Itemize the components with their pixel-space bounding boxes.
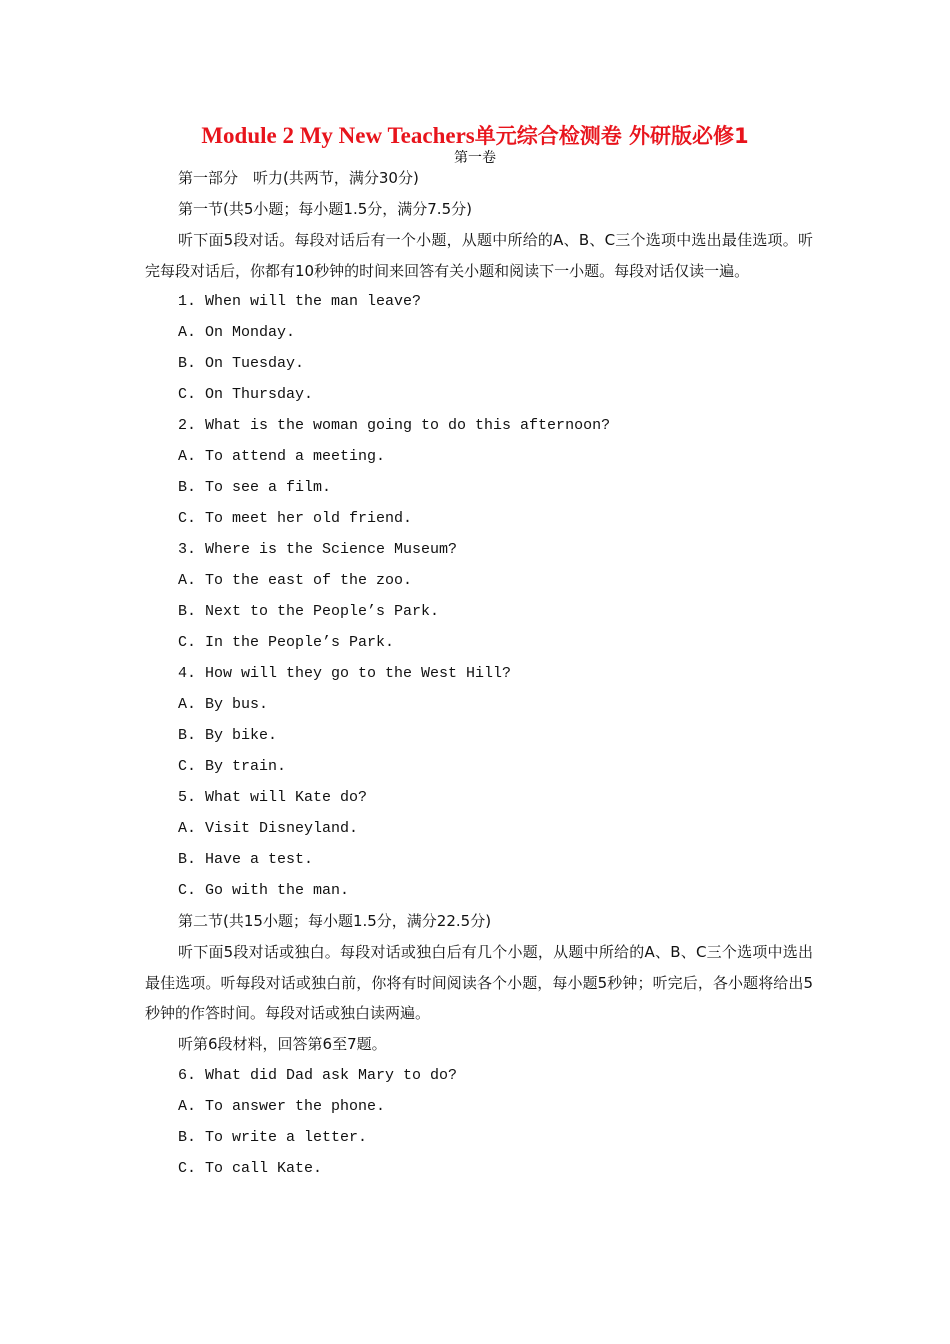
document-title	[0, 121, 950, 151]
option-a: A. On Monday.	[178, 324, 296, 341]
section-instructions: 听下面5段对话。每段对话后有一个小题，从题中所给的A、B、C三个选项中选出最佳选项。听完每段对话后，你都有10秒钟的时间来回答有关小题和阅读下一小题。每段对话仅读一遍。	[145, 231, 813, 280]
option-b: B. Next to the People’s Park.	[178, 603, 440, 620]
question-group	[145, 534, 813, 658]
option-a: A. To the east of the zoo.	[178, 572, 413, 589]
option-c: C. On Thursday.	[178, 386, 314, 403]
option-a: A. By bus.	[178, 696, 269, 713]
section-heading: 第二节(共15小题；每小题1.5分，满分22.5分)	[178, 912, 492, 930]
volume-label: 第一卷	[454, 150, 496, 166]
question-text: 4. How will they go to the West Hill?	[178, 665, 512, 682]
option-a: A. To answer the phone.	[178, 1097, 386, 1115]
option-c: C. To call Kate.	[178, 1159, 323, 1177]
option-c: C. To meet her old friend.	[178, 510, 413, 527]
option-a: A. To attend a meeting.	[178, 448, 386, 465]
question-text: 5. What will Kate do?	[178, 789, 368, 806]
option-c: C. In the People’s Park.	[178, 634, 395, 651]
option-a: A. Visit Disneyland.	[178, 820, 359, 837]
part-heading: 第一部分 听力(共两节，满分30分)	[178, 169, 419, 187]
question-group	[145, 658, 813, 782]
question-text: 1. When will the man leave?	[178, 293, 422, 310]
question-text: 6. What did Dad ask Mary to do?	[178, 1066, 458, 1084]
question-text: 3. Where is the Science Museum?	[178, 541, 458, 558]
question-group	[145, 782, 813, 906]
option-c: C. Go with the man.	[178, 882, 350, 899]
section-heading: 第一节(共5小题；每小题1.5分，满分7.5分)	[178, 200, 472, 218]
title-english: Module 2 My New Teachers	[201, 123, 475, 148]
option-b: B. On Tuesday.	[178, 355, 305, 372]
question-group	[145, 410, 813, 534]
question-text: 2. What is the woman going to do this afternoon?	[178, 417, 611, 434]
option-b: B. By bike.	[178, 727, 278, 744]
option-b: B. To see a film.	[178, 479, 332, 496]
document-body	[145, 163, 813, 1184]
option-b: B. To write a letter.	[178, 1128, 368, 1146]
material-note: 听第6段材料，回答第6至7题。	[178, 1034, 387, 1053]
question-group	[145, 286, 813, 410]
question-group	[145, 1060, 813, 1184]
title-chinese: 单元综合检测卷 外研版必修1	[474, 124, 749, 148]
option-c: C. By train.	[178, 758, 287, 775]
section-instructions: 听下面5段对话或独白。每段对话或独白后有几个小题，从题中所给的A、B、C三个选项中选出最佳选项。听每段对话或独白前，你将有时间阅读各个小题，每小题5秒钟；听完后，各小题将给出5秒钟的作答时间。每段对话或独白读两遍。	[145, 943, 813, 1022]
option-b: B. Have a test.	[178, 851, 314, 868]
